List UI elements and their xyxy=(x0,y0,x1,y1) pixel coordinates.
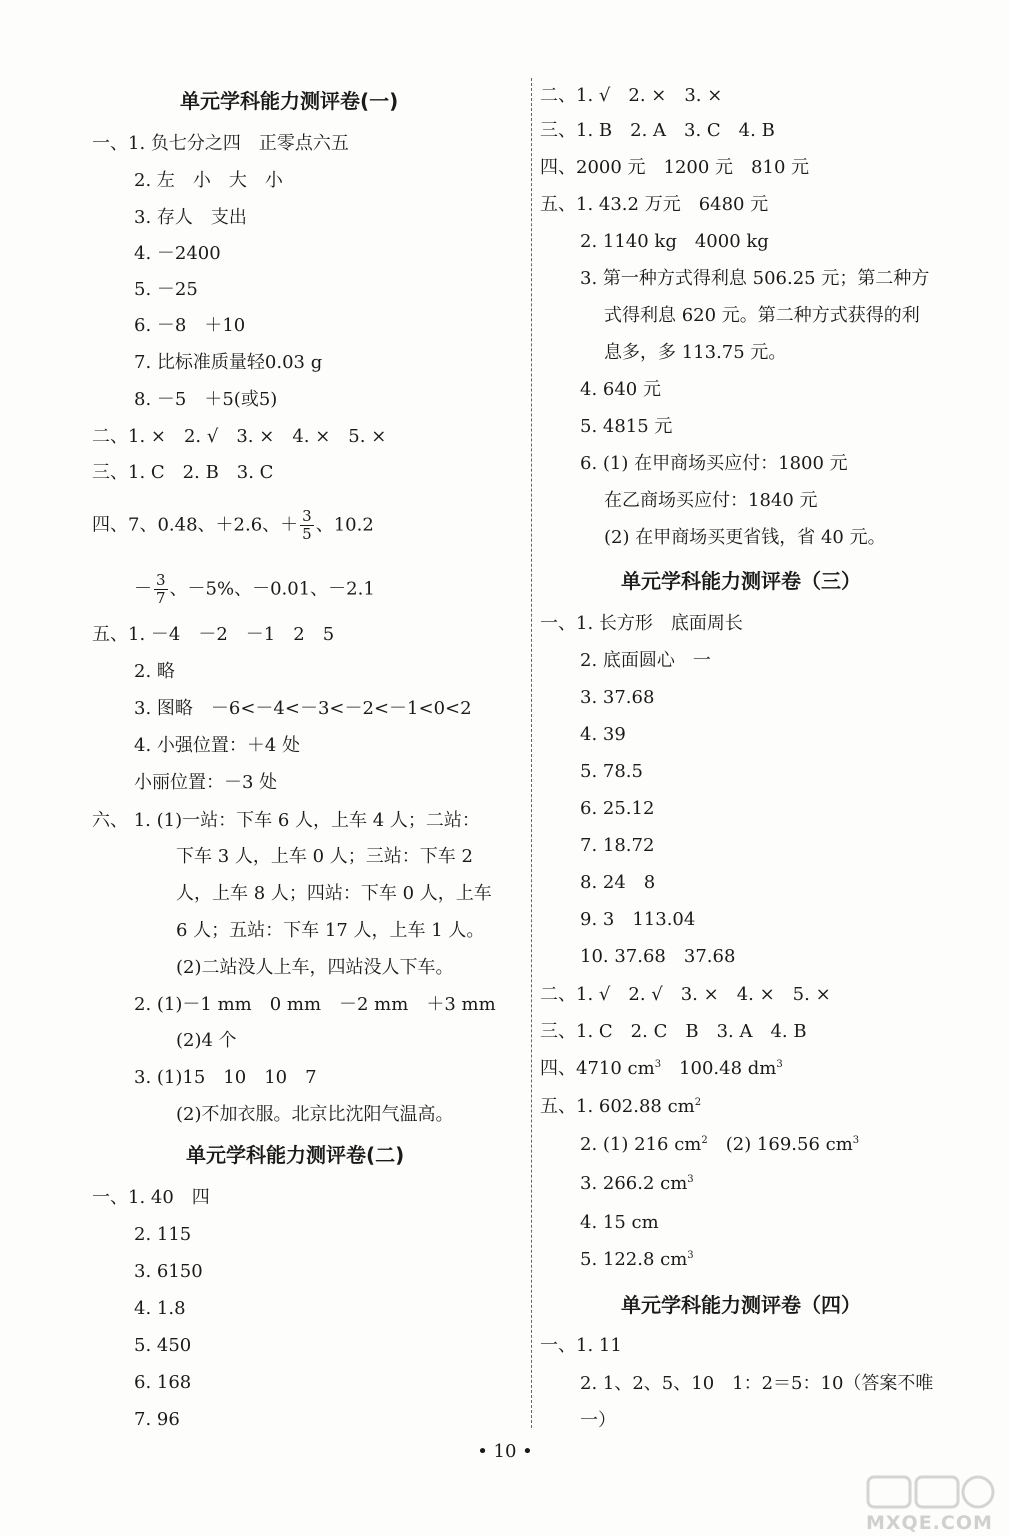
answer-text: (2) 169.56 cm xyxy=(707,1134,853,1155)
fraction-denominator: 5 xyxy=(302,525,312,543)
answer-text: 四、7、0.48、＋2.6、＋ xyxy=(92,514,299,536)
answer-line: 3. 图略 －6<－4<－3<－2<－1<0<2 xyxy=(134,698,472,719)
exponent: 3 xyxy=(852,1135,860,1146)
answer-line: 在乙商场买应付：1840 元 xyxy=(604,490,818,511)
exponent: 2 xyxy=(694,1097,702,1108)
answer-text: － xyxy=(134,578,152,600)
answer-line: 下车 3 人，上车 0 人；三站：下车 2 xyxy=(176,846,473,867)
answer-line: 五、1. －4 －2 －1 2 5 xyxy=(92,624,335,645)
answer-line: 2. (1)－1 mm 0 mm －2 mm ＋3 mm xyxy=(134,994,496,1015)
watermark-glyph-shape xyxy=(916,1477,958,1507)
answer-line: 三、1. B 2. A 3. C 4. B xyxy=(540,120,775,141)
answer-line: 3. 存人 支出 xyxy=(134,207,247,228)
answer-line: 6. 168 xyxy=(134,1372,192,1393)
answer-line: 7. 比标准质量轻0.03 g xyxy=(134,352,323,373)
answer-line: 一、1. 长方形 底面周长 xyxy=(540,613,743,634)
exponent: 3 xyxy=(687,1174,694,1185)
answer-line: 2. 1、2、5、10 1：2＝5：10（答案不唯 xyxy=(580,1373,934,1394)
answer-line: (2)二站没人上车，四站没人下车。 xyxy=(176,957,454,978)
fraction-denominator: 7 xyxy=(156,589,166,607)
answer-line: 3. 37.68 xyxy=(580,687,655,708)
answer-line: (2)不加衣服。北京比沈阳气温高。 xyxy=(176,1104,454,1125)
exponent: 3 xyxy=(776,1059,783,1070)
unit4-title: 单元学科能力测评卷（四） xyxy=(621,1293,861,1317)
answer-line: 7. 18.72 xyxy=(580,835,655,856)
watermark-logo xyxy=(808,1475,998,1535)
answer-line: 3. 6150 xyxy=(134,1261,203,1282)
answer-line: 四、2000 元 1200 元 810 元 xyxy=(540,157,810,178)
answer-line: 六、 1. (1)一站：下车 6 人，上车 4 人；二站： xyxy=(92,810,480,831)
answer-line: 5. 4815 元 xyxy=(580,416,673,437)
answer-line: 8. －5 ＋5(或5) xyxy=(134,389,278,410)
exponent: 3 xyxy=(687,1250,694,1261)
answer-line: 2. 略 xyxy=(134,661,175,682)
watermark-glyph-shape xyxy=(868,1477,910,1507)
column-divider xyxy=(531,78,532,1428)
answer-line: 4. 39 xyxy=(580,724,626,745)
answer-line: 4. 1.8 xyxy=(134,1298,186,1319)
answer-line: 4. 小强位置：＋4 处 xyxy=(134,735,301,756)
answer-line: 10. 37.68 37.68 xyxy=(580,946,736,967)
answer-text: 100.48 dm xyxy=(661,1058,777,1079)
answer-line-fraction xyxy=(92,508,374,543)
answer-text: 5. 122.8 cm xyxy=(580,1249,688,1270)
answer-line: 6. (1) 在甲商场买应付：1800 元 xyxy=(580,453,848,474)
answer-line: 2. 底面圆心 一 xyxy=(580,650,711,671)
answer-line: 三、1. C 2. C B 3. A 4. B xyxy=(540,1021,807,1042)
answer-line: 4. 640 元 xyxy=(580,379,661,400)
fraction xyxy=(154,572,168,607)
answer-line: 3. (1)15 10 10 7 xyxy=(134,1067,317,1088)
answer-line: 二、1. √ 2. √ 3. × 4. × 5. × xyxy=(540,984,831,1005)
answer-line: 人，上车 8 人；四站：下车 0 人，上车 xyxy=(176,883,492,904)
answer-line: 一） xyxy=(580,1410,616,1431)
exponent: 2 xyxy=(701,1135,708,1146)
answer-line: 3. 第一种方式得利息 506.25 元；第二种方 xyxy=(580,268,930,289)
answer-line-units xyxy=(580,1248,694,1272)
answer-line: 二、1. √ 2. × 3. × xyxy=(540,85,723,106)
answer-line: 2. 左 小 大 小 xyxy=(134,170,283,191)
answer-line: 一、1. 11 xyxy=(540,1335,622,1356)
answer-line: 息多，多 113.75 元。 xyxy=(604,342,787,363)
exponent: 3 xyxy=(654,1059,662,1070)
answer-line: 2. 115 xyxy=(134,1224,192,1245)
answer-line: 7. 96 xyxy=(134,1409,180,1430)
answer-line: 一、1. 负七分之四 正零点六五 xyxy=(92,133,349,154)
unit3-title: 单元学科能力测评卷（三） xyxy=(621,569,861,593)
answer-line-units xyxy=(580,1133,859,1157)
answer-text: 五、1. 602.88 cm xyxy=(540,1096,695,1117)
answer-line: 二、1. × 2. √ 3. × 4. × 5. × xyxy=(92,426,387,447)
answer-line: 式得利息 620 元。第二种方式获得的利 xyxy=(604,305,920,326)
answer-text: 3. 266.2 cm xyxy=(580,1173,688,1194)
answer-line: 6 人；五站：下车 17 人，上车 1 人。 xyxy=(176,920,485,941)
answer-line: 5. 78.5 xyxy=(580,761,643,782)
watermark-text: MXQE.COM xyxy=(866,1512,993,1534)
answer-text: 四、4710 cm xyxy=(540,1058,655,1079)
watermark-glyph-shape xyxy=(963,1477,993,1507)
answer-line: 8. 24 8 xyxy=(580,872,656,893)
answer-line: 4. 15 cm xyxy=(580,1212,659,1233)
answer-text: 、10.2 xyxy=(315,514,374,536)
unit2-title: 单元学科能力测评卷(二) xyxy=(186,1143,405,1167)
answer-line: 9. 3 113.04 xyxy=(580,909,696,930)
answer-line: (2)4 个 xyxy=(176,1030,237,1051)
answer-line: 小丽位置：－3 处 xyxy=(134,772,278,793)
fraction-numerator: 3 xyxy=(156,571,166,589)
fraction-numerator: 3 xyxy=(302,507,312,525)
answer-line-fraction xyxy=(134,572,375,607)
answer-line: 5. －25 xyxy=(134,279,198,300)
page-number: • 10 • xyxy=(477,1441,533,1462)
answer-line: (2) 在甲商场买更省钱，省 40 元。 xyxy=(604,527,886,548)
answer-line: 五、1. 43.2 万元 6480 元 xyxy=(540,194,769,215)
answer-line-units xyxy=(540,1095,701,1119)
answer-line-units xyxy=(580,1172,694,1196)
fraction xyxy=(300,508,314,543)
answer-line: 一、1. 40 四 xyxy=(92,1187,210,1208)
answer-text: 、－5%、－0.01、－2.1 xyxy=(169,578,375,600)
answer-text: 2. (1) 216 cm xyxy=(580,1134,702,1155)
answer-line: 三、1. C 2. B 3. C xyxy=(92,462,274,483)
answer-line: 6. －8 ＋10 xyxy=(134,315,246,336)
answer-line: 5. 450 xyxy=(134,1335,192,1356)
answer-line: 2. 1140 kg 4000 kg xyxy=(580,231,769,252)
answer-line-units xyxy=(540,1057,783,1081)
answer-line: 6. 25.12 xyxy=(580,798,655,819)
unit1-title: 单元学科能力测评卷(一) xyxy=(180,89,399,113)
answer-line: 4. －2400 xyxy=(134,243,221,264)
